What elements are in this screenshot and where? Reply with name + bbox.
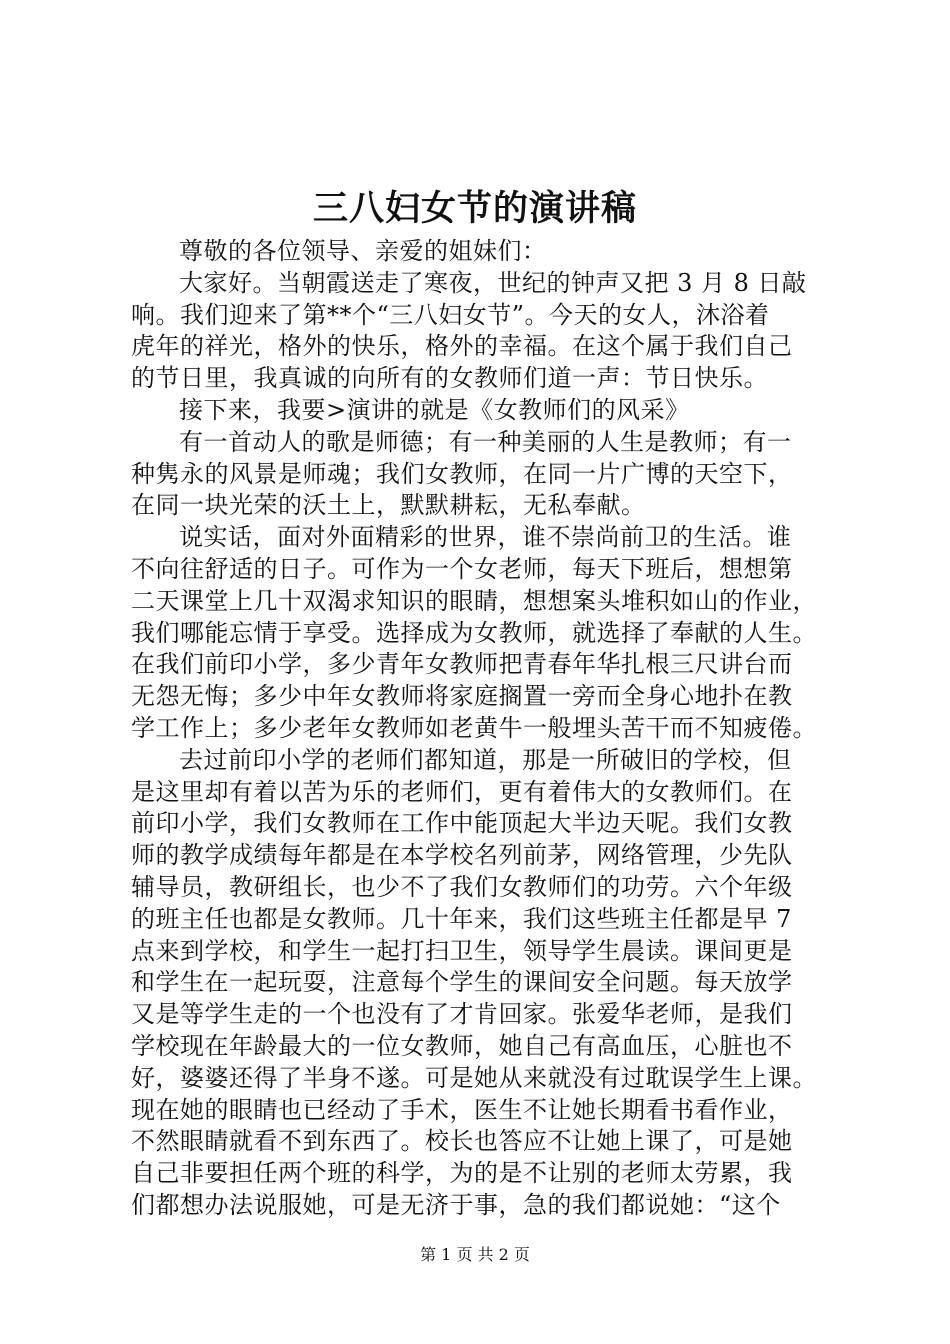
text-line: 又是等学生走的一个也没有了才肯回家。张爱华老师，是我们 — [131, 1000, 793, 1029]
text-line: 自己非要担任两个班的科学，为的是不让别的老师太劳累，我 — [131, 1159, 793, 1188]
text-line: 我们哪能忘情于享受。选择成为女教师，就选择了奉献的人生。 — [131, 618, 817, 647]
text-line: 师的教学成绩每年都是在本学校名列前茅，网络管理，少先队 — [131, 841, 793, 870]
text-line: 前印小学，我们女教师在工作中能顶起大半边天呢。我们女教 — [131, 809, 793, 838]
text-line: 虎年的祥光，格外的快乐，格外的幸福。在这个属于我们自己 — [131, 332, 793, 361]
text-line: 不然眼睛就看不到东西了。校长也答应不让她上课了，可是她 — [131, 1127, 793, 1156]
text-line: 种隽永的风景是师魂；我们女教师，在同一片广博的天空下， — [131, 459, 793, 488]
text-line: 在同一块光荣的沃土上，默默耕耘，无私奉献。 — [131, 491, 646, 520]
text-line: 好，婆婆还得了半身不遂。可是她从来就没有过耽误学生上课。 — [131, 1063, 817, 1092]
text-line: 不向往舒适的日子。可作为一个女老师，每天下班后，想想第 — [131, 554, 793, 583]
page-footer: 第 1 页 共 2 页 — [420, 1245, 530, 1264]
text-line: 无怨无悔；多少中年女教师将家庭搁置一旁而全身心地扑在教 — [131, 682, 793, 711]
text-line: 有一首动人的歌是师德；有一种美丽的人生是教师；有一 — [179, 427, 792, 456]
text-line: 二天课堂上几十双渴求知识的眼睛，想想案头堆积如山的作业， — [131, 586, 817, 615]
text-line: 点来到学校，和学生一起打扫卫生，领导学生晨读。课间更是 — [131, 936, 793, 965]
text-line: 们都想办法说服她，可是无济于事，急的我们都说她：“这个 — [131, 1190, 781, 1219]
text-line: 是这里却有着以苦为乐的老师们，更有着伟大的女教师们。在 — [131, 777, 793, 806]
document-body — [131, 236, 831, 1222]
text-line: 学校现在年龄最大的一位女教师，她自己有高血压，心脏也不 — [131, 1031, 793, 1060]
text-line: 和学生在一起玩耍，注意每个学生的课间安全问题。每天放学 — [131, 968, 793, 997]
text-line: 响。我们迎来了第**个“三八妇女节”。今天的女人，沐浴着 — [131, 300, 770, 329]
text-line: 现在她的眼睛也已经动了手术，医生不让她长期看书看作业， — [131, 1095, 793, 1124]
text-line: 接下来，我要>演讲的就是《女教师们的风采》 — [179, 395, 690, 424]
text-line: 的班主任也都是女教师。几十年来，我们这些班主任都是早 7 — [131, 904, 792, 933]
text-line: 去过前印小学的老师们都知道，那是一所破旧的学校，但 — [179, 745, 792, 774]
text-line: 大家好。当朝霞送走了寒夜，世纪的钟声又把 3 月 8 日敲 — [179, 268, 807, 297]
text-line: 在我们前印小学，多少青年女教师把青春年华扎根三尺讲台而 — [131, 650, 793, 679]
text-line: 尊敬的各位领导、亲爱的姐妹们： — [179, 237, 547, 265]
document-title: 三八妇女节的演讲稿 — [312, 188, 637, 229]
text-line: 说实话，面对外面精彩的世界，谁不崇尚前卫的生活。谁 — [179, 523, 792, 552]
text-line: 辅导员，教研组长，也少不了我们女教师们的功劳。六个年级 — [131, 872, 793, 901]
text-line: 学工作上；多少老年女教师如老黄牛一般埋头苦干而不知疲倦。 — [131, 713, 817, 742]
text-line: 的节日里，我真诚的向所有的女教师们道一声：节日快乐。 — [131, 364, 768, 393]
